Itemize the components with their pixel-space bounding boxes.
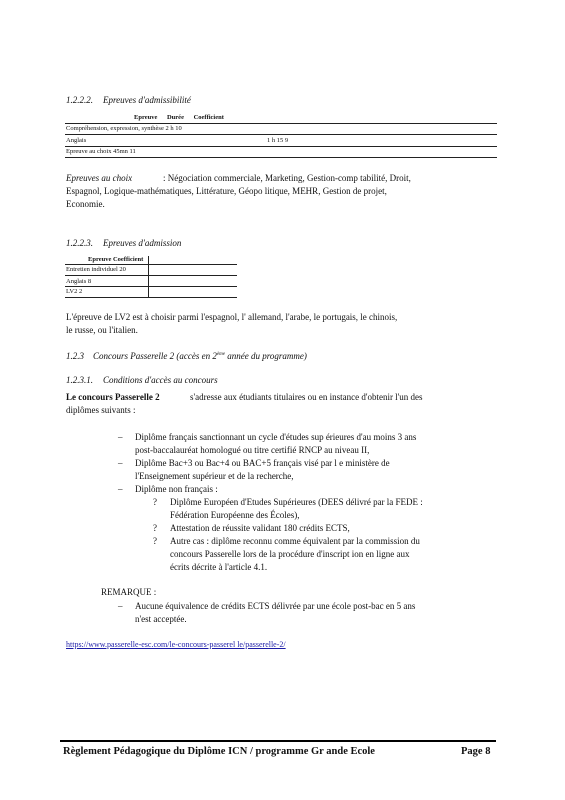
intro-bold: Le concours Passerelle 2 xyxy=(66,392,160,402)
section-number-123: 1.2.3 xyxy=(66,351,84,361)
table2-row-entretien: Entretien individuel 20 xyxy=(66,266,126,273)
table1-header-coefficient: Coefficient xyxy=(193,114,224,121)
section-title-passerelle-post: année du programme) xyxy=(227,351,307,361)
sub-bullet-1-line-2: Fédération Européenne des Écoles), xyxy=(170,510,300,520)
table1-header xyxy=(134,114,224,121)
passerelle-link[interactable]: https://www.passerelle-esc.com/le-concours-passerel le/passerelle-2/ xyxy=(66,640,286,649)
footer-title: Règlement Pédagogique du Diplôme ICN / programme Gr ande Ecole xyxy=(63,746,375,757)
sub-bullet-2: Attestation de réussite validant 180 crédits ECTS, xyxy=(170,523,350,533)
table1-row-choix: Epreuve au choix 45mn 11 xyxy=(66,148,136,155)
bullet-dash-2: – xyxy=(118,458,123,468)
section-title-conditions: Conditions d'accès au concours xyxy=(103,375,218,385)
superscript-eme: ème xyxy=(216,352,225,357)
sub-bullet-marker-1: ? xyxy=(153,497,157,507)
bullet-2-line-2: l'Enseignement supérieur et de la recherche, xyxy=(135,471,294,481)
section-title-admission: Epreuves d'admission xyxy=(103,238,182,248)
sub-bullet-3-line-3: écrits décrite à l'article 4.1. xyxy=(170,562,268,572)
table2-row-anglais: Anglais 8 xyxy=(66,278,92,285)
table1-header-duree: Durée xyxy=(166,114,184,121)
section-title-admissibilite: Epreuves d'admissibilité xyxy=(103,95,191,105)
sub-bullet-marker-2: ? xyxy=(153,523,157,533)
choice-line-3: Economie. xyxy=(66,199,105,209)
intro-line-2: diplômes suivants : xyxy=(66,405,136,415)
intro-line-1: s'adresse aux étudiants titulaires ou en instance d'obtenir l'un des xyxy=(190,392,423,402)
table1-row-anglais: Anglais xyxy=(66,137,87,144)
table2-row-lv2: LV2 2 xyxy=(66,288,83,295)
section-number-1222: 1.2.2.2. xyxy=(66,95,93,105)
section-number-1223: 1.2.2.3. xyxy=(66,238,93,248)
footer-rule xyxy=(60,740,496,742)
lv2-line-2: le russe, ou l'italien. xyxy=(66,325,138,335)
table1-row-comprehension: Compréhension, expression, synthèse 2 h 10 xyxy=(66,125,182,132)
sub-bullet-marker-3: ? xyxy=(153,536,157,546)
remarque-label: REMARQUE : xyxy=(101,587,157,597)
sub-bullet-1-line-1: Diplôme Européen d'Etudes Supérieures (DEES délivré par la FEDE : xyxy=(170,497,423,507)
bullet-1-line-1: Diplôme français sanctionnant un cycle d'études sup érieures d'au moins 3 ans xyxy=(135,432,417,442)
choice-lead: Epreuves au choix xyxy=(66,173,133,183)
remarque-dash: – xyxy=(118,601,123,611)
bullet-dash-3: – xyxy=(118,484,123,494)
bullet-1-line-2: post-baccalauréat homologué ou titre certifié RNCP au niveau II, xyxy=(135,445,370,455)
table1-row-anglais-values: 1 h 15 9 xyxy=(267,137,289,144)
table1-header-epreuve: Epreuve xyxy=(134,114,158,121)
remarque-line-2: n'est acceptée. xyxy=(135,614,187,624)
section-number-1231: 1.2.3.1. xyxy=(66,375,93,385)
choice-line-1: : Négociation commerciale, Marketing, Gestion-comp tabilité, Droit, xyxy=(163,173,411,183)
sub-bullet-3-line-1: Autre cas : diplôme reconnu comme équivalent par la commission du xyxy=(170,536,420,546)
section-title-passerelle xyxy=(93,351,307,361)
page-number: Page 8 xyxy=(461,746,491,757)
bullet-3: Diplôme non français : xyxy=(135,484,218,494)
sub-bullet-3-line-2: concours Passerelle lors de la procédure d'inscript ion en ligne aux xyxy=(170,549,410,559)
bullet-dash-1: – xyxy=(118,432,123,442)
bullet-2-line-1: Diplôme Bac+3 ou Bac+4 ou BAC+5 français visé par l e ministère de xyxy=(135,458,390,468)
section-title-passerelle-pre: Concours Passerelle 2 (accès en 2 xyxy=(93,351,217,361)
lv2-line-1: L'épreuve de LV2 est à choisir parmi l'espagnol, l' allemand, l'arabe, le portugais, le chinois, xyxy=(66,312,398,322)
choice-line-2: Espagnol, Logique-mathématiques, Littérature, Géopo litique, MEHR, Gestion de projet, xyxy=(66,186,387,196)
table2-header: Epreuve Coefficient xyxy=(88,256,144,263)
remarque-line-1: Aucune équivalence de crédits ECTS délivrée par une école post-bac en 5 ans xyxy=(135,601,416,611)
